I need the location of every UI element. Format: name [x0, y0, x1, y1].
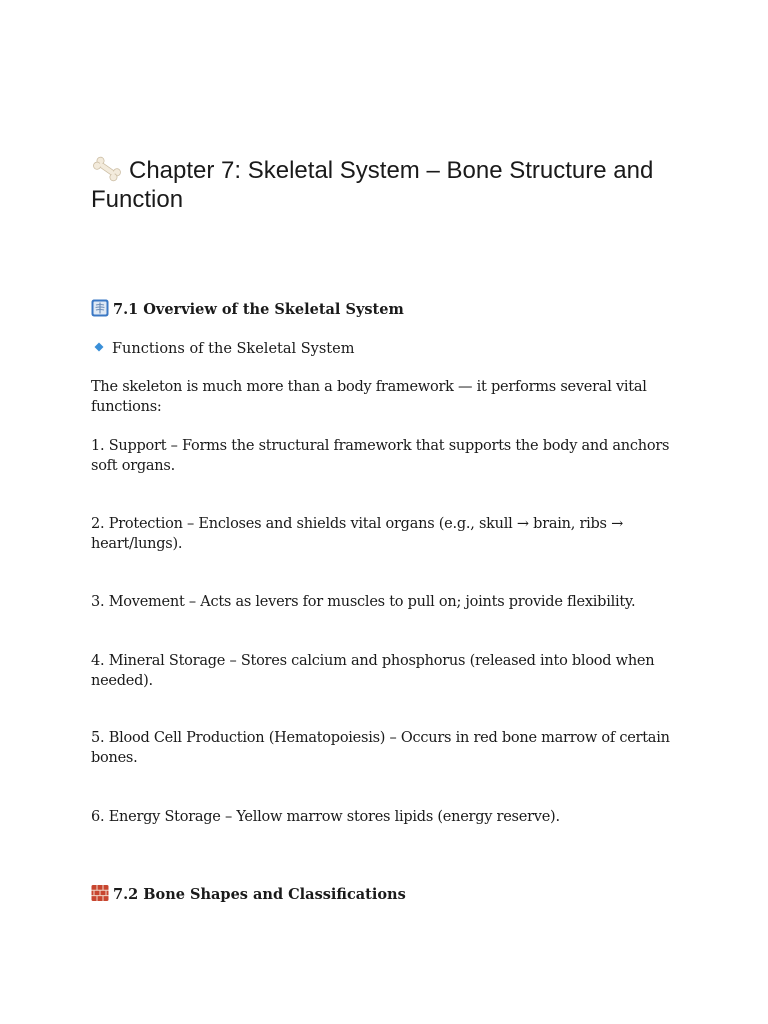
blue-diamond-icon — [94, 338, 104, 348]
chapter-title — [91, 156, 691, 214]
brick-icon — [91, 884, 109, 902]
function-item-energy-storage: 6. Energy Storage – Yellow marrow stores lipids (energy reserve). — [91, 809, 560, 825]
section-heading-7-2 — [91, 884, 406, 905]
bone-icon — [91, 156, 123, 182]
function-item-protection: 2. Protection – Encloses and shields vital organs (e.g., skull → brain, ribs → heart/lungs). — [91, 516, 624, 552]
intro-paragraph: The skeleton is much more than a body framework — it performs several vital functions: — [91, 379, 647, 415]
function-item-support: 1. Support – Forms the structural framework that supports the body and anchors soft organs. — [91, 438, 670, 474]
function-item-mineral-storage: 4. Mineral Storage – Stores calcium and phosphorus (released into blood when needed). — [91, 653, 655, 689]
chapter-title-text: Chapter 7: Skeletal System – Bone Structure and Function — [91, 157, 654, 213]
section-heading-text: 7.2 Bone Shapes and Classifications — [113, 886, 406, 903]
function-item-movement: 3. Movement – Acts as levers for muscles to pull on; joints provide flexibility. — [91, 594, 636, 610]
function-item-blood-cell-production: 5. Blood Cell Production (Hematopoiesis) – Occurs in red bone marrow of certain bones. — [91, 730, 670, 766]
xray-icon — [91, 299, 109, 317]
subheading — [91, 338, 354, 359]
section-heading-text: 7.1 Overview of the Skeletal System — [113, 301, 404, 318]
subheading-text: Functions of the Skeletal System — [112, 341, 355, 357]
section-heading-7-1 — [91, 299, 404, 320]
